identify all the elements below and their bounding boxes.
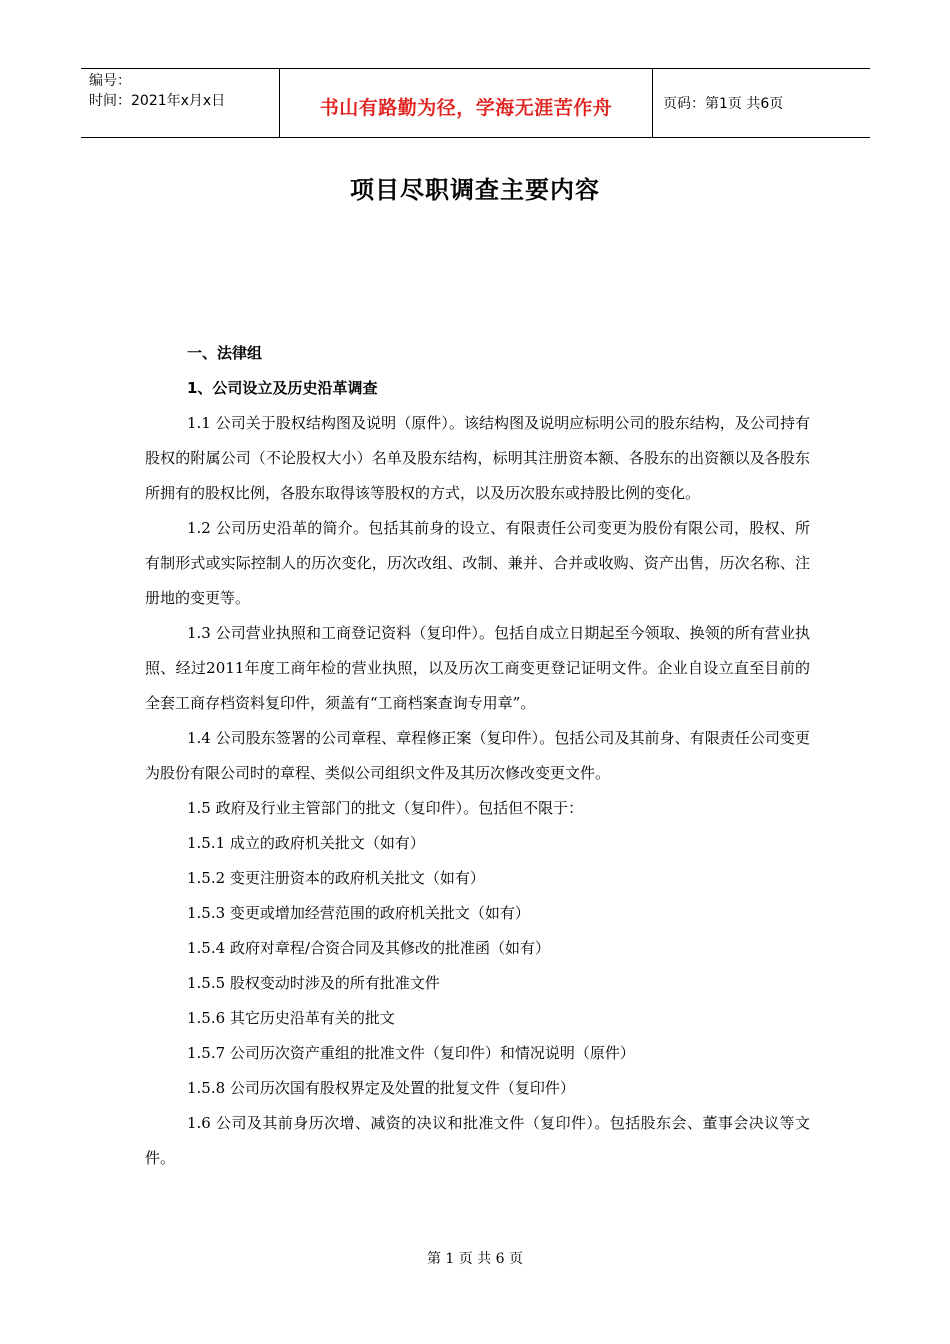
list-item: 1.5.2 变更注册资本的政府机关批文（如有） <box>187 869 485 887</box>
page-footer: 第 1 页 共 6 页 <box>426 1251 524 1267</box>
number-label: 编号： <box>89 73 131 89</box>
subsection-heading: 1、公司设立及历史沿革调查 <box>187 379 378 397</box>
list-item: 1.5.8 公司历次国有股权界定及处置的批复文件（复印件） <box>187 1079 575 1097</box>
list-item: 1.5.4 政府对章程/合资合同及其修改的批准函（如有） <box>187 939 550 957</box>
header-motto-cell <box>280 69 653 137</box>
list-item: 1.5.6 其它历史沿革有关的批文 <box>187 1009 395 1027</box>
header-meta-cell <box>81 69 280 137</box>
time-label: 时间：2021年x月x日 <box>89 93 226 109</box>
paragraph: 1.3 公司营业执照和工商登记资料（复印件）。包括自成立日期起至今领取、换领的所有营业执照、经过2011年度工商年检的营业执照，以及历次工商变更登记证明文件。企业自设立直至目前的全套工商存档资料复印件，须盖有“工商档案查询专用章”。 <box>145 624 810 712</box>
paragraph: 1.2 公司历史沿革的简介。包括其前身的设立、有限责任公司变更为股份有限公司，股权、所有制形式或实际控制人的历次变化，历次改组、改制、兼并、合并或收购、资产出售，历次名称、注册地的变更等。 <box>145 519 810 607</box>
list-item: 1.5.3 变更或增加经营范围的政府机关批文（如有） <box>187 904 530 922</box>
list-item: 1.5.1 成立的政府机关批文（如有） <box>187 834 425 852</box>
list-item: 1.5.5 股权变动时涉及的所有批准文件 <box>187 974 440 992</box>
header-page-cell <box>653 69 870 137</box>
motto-text: 书山有路勤为径，学海无涯苦作舟 <box>319 96 613 119</box>
paragraph: 1.6 公司及其前身历次增、减资的决议和批准文件（复印件）。包括股东会、董事会决议等文件。 <box>145 1114 810 1167</box>
paragraph: 1.4 公司股东签署的公司章程、章程修正案（复印件）。包括公司及其前身、有限责任公司变更为股份有限公司时的章程、类似公司组织文件及其历次修改变更文件。 <box>145 729 810 782</box>
header-table <box>81 68 870 138</box>
paragraph: 1.1 公司关于股权结构图及说明（原件）。该结构图及说明应标明公司的股东结构，及公司持有股权的附属公司（不论股权大小）名单及股东结构，标明其注册资本额、各股东的出资额以及各股东所拥有的股权比例，各股东取得该等股权的方式，以及历次股东或持股比例的变化。 <box>145 414 810 502</box>
document-title: 项目尽职调查主要内容 <box>350 176 600 204</box>
section-heading: 一、法律组 <box>187 344 263 362</box>
paragraph: 1.5 政府及行业主管部门的批文（复印件）。包括但不限于： <box>187 799 584 817</box>
page-info: 页码：第1页 共6页 <box>663 96 784 112</box>
document-body <box>145 336 810 1176</box>
list-item: 1.5.7 公司历次资产重组的批准文件（复印件）和情况说明（原件） <box>187 1044 635 1062</box>
